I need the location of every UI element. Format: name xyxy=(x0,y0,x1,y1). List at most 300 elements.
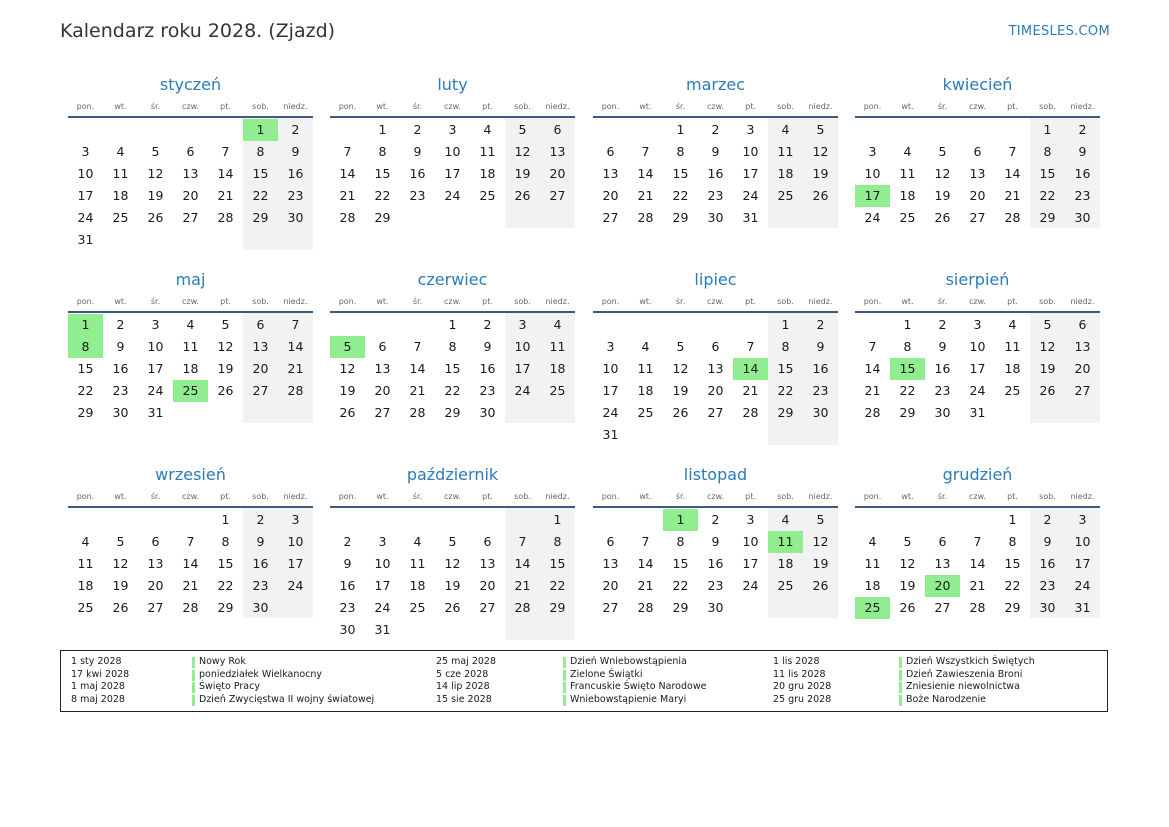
day-cell[interactable]: 13 xyxy=(147,556,164,571)
day-cell[interactable]: 28 xyxy=(217,210,234,225)
day-cell[interactable]: 9 xyxy=(343,556,352,571)
day-cell[interactable]: 22 xyxy=(374,188,391,203)
day-cell[interactable]: 4 xyxy=(903,144,912,159)
day-cell[interactable]: 12 xyxy=(672,361,689,376)
day-cell[interactable]: 28 xyxy=(514,600,531,615)
holiday-day-cell[interactable]: 8 xyxy=(68,336,103,358)
day-cell[interactable]: 26 xyxy=(444,600,461,615)
day-cell[interactable]: 13 xyxy=(602,556,619,571)
day-cell[interactable]: 18 xyxy=(899,188,916,203)
day-cell[interactable]: 2 xyxy=(291,122,300,137)
day-cell[interactable]: 5 xyxy=(816,512,825,527)
day-cell[interactable]: 13 xyxy=(182,166,199,181)
day-cell[interactable]: 6 xyxy=(606,144,615,159)
day-cell[interactable]: 31 xyxy=(969,405,986,420)
day-cell[interactable]: 5 xyxy=(816,122,825,137)
day-cell[interactable]: 1 xyxy=(1008,512,1017,527)
day-cell[interactable]: 8 xyxy=(676,144,685,159)
holiday-day-cell[interactable]: 1 xyxy=(68,314,103,336)
day-cell[interactable]: 8 xyxy=(553,534,562,549)
day-cell[interactable]: 12 xyxy=(444,556,461,571)
day-cell[interactable]: 13 xyxy=(252,339,269,354)
day-cell[interactable]: 11 xyxy=(637,361,654,376)
day-cell[interactable]: 18 xyxy=(777,556,794,571)
day-cell[interactable]: 30 xyxy=(479,405,496,420)
day-cell[interactable]: 2 xyxy=(1043,512,1052,527)
day-cell[interactable]: 7 xyxy=(641,144,650,159)
day-cell[interactable]: 27 xyxy=(374,405,391,420)
day-cell[interactable]: 4 xyxy=(868,534,877,549)
day-cell[interactable]: 17 xyxy=(742,166,759,181)
day-cell[interactable]: 14 xyxy=(1004,166,1021,181)
day-cell[interactable]: 21 xyxy=(637,188,654,203)
day-cell[interactable]: 6 xyxy=(378,339,387,354)
day-cell[interactable]: 13 xyxy=(602,166,619,181)
day-cell[interactable]: 20 xyxy=(969,188,986,203)
day-cell[interactable]: 24 xyxy=(742,578,759,593)
day-cell[interactable]: 31 xyxy=(147,405,164,420)
day-cell[interactable]: 24 xyxy=(444,188,461,203)
day-cell[interactable]: 28 xyxy=(864,405,881,420)
day-cell[interactable]: 12 xyxy=(514,144,531,159)
day-cell[interactable]: 23 xyxy=(112,383,129,398)
day-cell[interactable]: 4 xyxy=(1008,317,1017,332)
day-cell[interactable]: 29 xyxy=(217,600,234,615)
day-cell[interactable]: 9 xyxy=(116,339,125,354)
day-cell[interactable]: 27 xyxy=(182,210,199,225)
day-cell[interactable]: 6 xyxy=(553,122,562,137)
day-cell[interactable]: 8 xyxy=(781,339,790,354)
day-cell[interactable]: 11 xyxy=(1004,339,1021,354)
day-cell[interactable]: 6 xyxy=(256,317,265,332)
day-cell[interactable]: 3 xyxy=(973,317,982,332)
day-cell[interactable]: 6 xyxy=(606,534,615,549)
day-cell[interactable]: 29 xyxy=(77,405,94,420)
day-cell[interactable]: 30 xyxy=(707,600,724,615)
holiday-day-cell[interactable]: 11 xyxy=(768,531,803,553)
day-cell[interactable]: 2 xyxy=(413,122,422,137)
day-cell[interactable]: 29 xyxy=(777,405,794,420)
day-cell[interactable]: 18 xyxy=(182,361,199,376)
day-cell[interactable]: 6 xyxy=(483,534,492,549)
day-cell[interactable]: 19 xyxy=(812,166,829,181)
day-cell[interactable]: 20 xyxy=(707,383,724,398)
day-cell[interactable]: 3 xyxy=(746,122,755,137)
day-cell[interactable]: 7 xyxy=(221,144,230,159)
day-cell[interactable]: 9 xyxy=(291,144,300,159)
day-cell[interactable]: 15 xyxy=(1004,556,1021,571)
day-cell[interactable]: 26 xyxy=(217,383,234,398)
day-cell[interactable]: 15 xyxy=(549,556,566,571)
day-cell[interactable]: 2 xyxy=(256,512,265,527)
day-cell[interactable]: 9 xyxy=(711,534,720,549)
day-cell[interactable]: 19 xyxy=(899,578,916,593)
day-cell[interactable]: 19 xyxy=(444,578,461,593)
day-cell[interactable]: 18 xyxy=(637,383,654,398)
day-cell[interactable]: 22 xyxy=(77,383,94,398)
day-cell[interactable]: 7 xyxy=(1008,144,1017,159)
day-cell[interactable]: 30 xyxy=(1074,210,1091,225)
day-cell[interactable]: 5 xyxy=(448,534,457,549)
day-cell[interactable]: 5 xyxy=(151,144,160,159)
day-cell[interactable]: 2 xyxy=(483,317,492,332)
day-cell[interactable]: 28 xyxy=(182,600,199,615)
day-cell[interactable]: 14 xyxy=(287,339,304,354)
holiday-day-cell[interactable]: 1 xyxy=(663,509,698,531)
day-cell[interactable]: 26 xyxy=(672,405,689,420)
day-cell[interactable]: 23 xyxy=(1039,578,1056,593)
day-cell[interactable]: 21 xyxy=(182,578,199,593)
day-cell[interactable]: 23 xyxy=(287,188,304,203)
holiday-day-cell[interactable]: 15 xyxy=(890,358,925,380)
day-cell[interactable]: 26 xyxy=(899,600,916,615)
day-cell[interactable]: 19 xyxy=(812,556,829,571)
day-cell[interactable]: 26 xyxy=(339,405,356,420)
day-cell[interactable]: 4 xyxy=(781,512,790,527)
day-cell[interactable]: 27 xyxy=(252,383,269,398)
day-cell[interactable]: 9 xyxy=(256,534,265,549)
day-cell[interactable]: 18 xyxy=(777,166,794,181)
day-cell[interactable]: 7 xyxy=(413,339,422,354)
day-cell[interactable]: 15 xyxy=(777,361,794,376)
day-cell[interactable]: 28 xyxy=(409,405,426,420)
day-cell[interactable]: 15 xyxy=(217,556,234,571)
day-cell[interactable]: 5 xyxy=(938,144,947,159)
day-cell[interactable]: 18 xyxy=(409,578,426,593)
day-cell[interactable]: 15 xyxy=(672,166,689,181)
day-cell[interactable]: 16 xyxy=(707,166,724,181)
day-cell[interactable]: 18 xyxy=(549,361,566,376)
day-cell[interactable]: 2 xyxy=(938,317,947,332)
day-cell[interactable]: 6 xyxy=(711,339,720,354)
day-cell[interactable]: 24 xyxy=(1074,578,1091,593)
day-cell[interactable]: 13 xyxy=(374,361,391,376)
day-cell[interactable]: 9 xyxy=(483,339,492,354)
day-cell[interactable]: 20 xyxy=(374,383,391,398)
day-cell[interactable]: 6 xyxy=(1078,317,1087,332)
day-cell[interactable]: 11 xyxy=(182,339,199,354)
day-cell[interactable]: 20 xyxy=(1074,361,1091,376)
day-cell[interactable]: 4 xyxy=(116,144,125,159)
day-cell[interactable]: 10 xyxy=(864,166,881,181)
day-cell[interactable]: 24 xyxy=(742,188,759,203)
day-cell[interactable]: 5 xyxy=(1043,317,1052,332)
day-cell[interactable]: 17 xyxy=(969,361,986,376)
day-cell[interactable]: 29 xyxy=(1004,600,1021,615)
day-cell[interactable]: 15 xyxy=(252,166,269,181)
day-cell[interactable]: 7 xyxy=(291,317,300,332)
day-cell[interactable]: 25 xyxy=(777,578,794,593)
day-cell[interactable]: 11 xyxy=(864,556,881,571)
day-cell[interactable]: 9 xyxy=(711,144,720,159)
day-cell[interactable]: 30 xyxy=(707,210,724,225)
day-cell[interactable]: 30 xyxy=(812,405,829,420)
day-cell[interactable]: 4 xyxy=(413,534,422,549)
day-cell[interactable]: 18 xyxy=(112,188,129,203)
day-cell[interactable]: 17 xyxy=(444,166,461,181)
day-cell[interactable]: 27 xyxy=(1074,383,1091,398)
holiday-day-cell[interactable]: 25 xyxy=(173,380,208,402)
day-cell[interactable]: 22 xyxy=(252,188,269,203)
day-cell[interactable]: 25 xyxy=(112,210,129,225)
day-cell[interactable]: 12 xyxy=(934,166,951,181)
day-cell[interactable]: 28 xyxy=(1004,210,1021,225)
day-cell[interactable]: 23 xyxy=(934,383,951,398)
day-cell[interactable]: 1 xyxy=(1043,122,1052,137)
day-cell[interactable]: 26 xyxy=(112,600,129,615)
day-cell[interactable]: 1 xyxy=(781,317,790,332)
day-cell[interactable]: 19 xyxy=(339,383,356,398)
day-cell[interactable]: 3 xyxy=(448,122,457,137)
day-cell[interactable]: 4 xyxy=(553,317,562,332)
day-cell[interactable]: 13 xyxy=(934,556,951,571)
day-cell[interactable]: 10 xyxy=(1074,534,1091,549)
day-cell[interactable]: 13 xyxy=(479,556,496,571)
day-cell[interactable]: 5 xyxy=(676,339,685,354)
day-cell[interactable]: 16 xyxy=(409,166,426,181)
day-cell[interactable]: 13 xyxy=(707,361,724,376)
day-cell[interactable]: 10 xyxy=(374,556,391,571)
day-cell[interactable]: 18 xyxy=(77,578,94,593)
holiday-day-cell[interactable]: 14 xyxy=(733,358,768,380)
day-cell[interactable]: 3 xyxy=(746,512,755,527)
day-cell[interactable]: 2 xyxy=(711,122,720,137)
day-cell[interactable]: 16 xyxy=(339,578,356,593)
day-cell[interactable]: 2 xyxy=(816,317,825,332)
day-cell[interactable]: 21 xyxy=(339,188,356,203)
holiday-day-cell[interactable]: 25 xyxy=(855,597,890,619)
day-cell[interactable]: 11 xyxy=(479,144,496,159)
day-cell[interactable]: 16 xyxy=(479,361,496,376)
day-cell[interactable]: 29 xyxy=(672,210,689,225)
day-cell[interactable]: 19 xyxy=(1039,361,1056,376)
day-cell[interactable]: 30 xyxy=(252,600,269,615)
day-cell[interactable]: 6 xyxy=(151,534,160,549)
day-cell[interactable]: 25 xyxy=(479,188,496,203)
day-cell[interactable]: 14 xyxy=(217,166,234,181)
day-cell[interactable]: 16 xyxy=(252,556,269,571)
day-cell[interactable]: 16 xyxy=(287,166,304,181)
holiday-day-cell[interactable]: 17 xyxy=(855,185,890,207)
day-cell[interactable]: 23 xyxy=(339,600,356,615)
day-cell[interactable]: 11 xyxy=(112,166,129,181)
day-cell[interactable]: 23 xyxy=(1074,188,1091,203)
holiday-day-cell[interactable]: 1 xyxy=(243,119,278,141)
day-cell[interactable]: 22 xyxy=(1004,578,1021,593)
day-cell[interactable]: 16 xyxy=(707,556,724,571)
day-cell[interactable]: 29 xyxy=(444,405,461,420)
day-cell[interactable]: 18 xyxy=(864,578,881,593)
day-cell[interactable]: 3 xyxy=(291,512,300,527)
day-cell[interactable]: 8 xyxy=(448,339,457,354)
day-cell[interactable]: 21 xyxy=(742,383,759,398)
day-cell[interactable]: 8 xyxy=(221,534,230,549)
day-cell[interactable]: 6 xyxy=(938,534,947,549)
day-cell[interactable]: 3 xyxy=(868,144,877,159)
day-cell[interactable]: 10 xyxy=(742,534,759,549)
day-cell[interactable]: 29 xyxy=(549,600,566,615)
day-cell[interactable]: 20 xyxy=(602,188,619,203)
day-cell[interactable]: 17 xyxy=(374,578,391,593)
day-cell[interactable]: 31 xyxy=(742,210,759,225)
day-cell[interactable]: 8 xyxy=(676,534,685,549)
day-cell[interactable]: 15 xyxy=(672,556,689,571)
day-cell[interactable]: 23 xyxy=(252,578,269,593)
day-cell[interactable]: 15 xyxy=(77,361,94,376)
day-cell[interactable]: 11 xyxy=(549,339,566,354)
day-cell[interactable]: 17 xyxy=(602,383,619,398)
day-cell[interactable]: 11 xyxy=(899,166,916,181)
day-cell[interactable]: 21 xyxy=(409,383,426,398)
day-cell[interactable]: 16 xyxy=(112,361,129,376)
day-cell[interactable]: 12 xyxy=(112,556,129,571)
day-cell[interactable]: 3 xyxy=(518,317,527,332)
day-cell[interactable]: 12 xyxy=(147,166,164,181)
day-cell[interactable]: 14 xyxy=(637,556,654,571)
day-cell[interactable]: 8 xyxy=(903,339,912,354)
day-cell[interactable]: 27 xyxy=(147,600,164,615)
day-cell[interactable]: 7 xyxy=(746,339,755,354)
day-cell[interactable]: 1 xyxy=(221,512,230,527)
day-cell[interactable]: 17 xyxy=(1074,556,1091,571)
day-cell[interactable]: 25 xyxy=(1004,383,1021,398)
day-cell[interactable]: 12 xyxy=(899,556,916,571)
day-cell[interactable]: 31 xyxy=(1074,600,1091,615)
day-cell[interactable]: 3 xyxy=(1078,512,1087,527)
day-cell[interactable]: 22 xyxy=(1039,188,1056,203)
day-cell[interactable]: 8 xyxy=(256,144,265,159)
day-cell[interactable]: 21 xyxy=(1004,188,1021,203)
brand-link[interactable]: TIMESLES.COM xyxy=(1008,24,1110,39)
day-cell[interactable]: 17 xyxy=(514,361,531,376)
day-cell[interactable]: 16 xyxy=(934,361,951,376)
day-cell[interactable]: 3 xyxy=(81,144,90,159)
day-cell[interactable]: 30 xyxy=(287,210,304,225)
day-cell[interactable]: 24 xyxy=(374,600,391,615)
day-cell[interactable]: 20 xyxy=(147,578,164,593)
holiday-day-cell[interactable]: 20 xyxy=(925,575,960,597)
day-cell[interactable]: 12 xyxy=(339,361,356,376)
day-cell[interactable]: 14 xyxy=(339,166,356,181)
day-cell[interactable]: 18 xyxy=(1004,361,1021,376)
day-cell[interactable]: 25 xyxy=(777,188,794,203)
day-cell[interactable]: 10 xyxy=(969,339,986,354)
day-cell[interactable]: 14 xyxy=(864,361,881,376)
day-cell[interactable]: 17 xyxy=(77,188,94,203)
day-cell[interactable]: 29 xyxy=(672,600,689,615)
day-cell[interactable]: 6 xyxy=(973,144,982,159)
day-cell[interactable]: 12 xyxy=(812,534,829,549)
day-cell[interactable]: 1 xyxy=(676,122,685,137)
day-cell[interactable]: 24 xyxy=(602,405,619,420)
day-cell[interactable]: 23 xyxy=(479,383,496,398)
day-cell[interactable]: 21 xyxy=(514,578,531,593)
day-cell[interactable]: 20 xyxy=(479,578,496,593)
day-cell[interactable]: 4 xyxy=(186,317,195,332)
day-cell[interactable]: 26 xyxy=(147,210,164,225)
day-cell[interactable]: 6 xyxy=(186,144,195,159)
day-cell[interactable]: 22 xyxy=(217,578,234,593)
day-cell[interactable]: 1 xyxy=(553,512,562,527)
day-cell[interactable]: 5 xyxy=(903,534,912,549)
day-cell[interactable]: 26 xyxy=(812,578,829,593)
day-cell[interactable]: 12 xyxy=(1039,339,1056,354)
day-cell[interactable]: 30 xyxy=(934,405,951,420)
day-cell[interactable]: 28 xyxy=(969,600,986,615)
day-cell[interactable]: 7 xyxy=(518,534,527,549)
day-cell[interactable]: 20 xyxy=(549,166,566,181)
day-cell[interactable]: 11 xyxy=(77,556,94,571)
day-cell[interactable]: 30 xyxy=(339,622,356,637)
day-cell[interactable]: 22 xyxy=(777,383,794,398)
day-cell[interactable]: 27 xyxy=(602,210,619,225)
day-cell[interactable]: 7 xyxy=(868,339,877,354)
day-cell[interactable]: 15 xyxy=(374,166,391,181)
day-cell[interactable]: 3 xyxy=(151,317,160,332)
day-cell[interactable]: 14 xyxy=(182,556,199,571)
day-cell[interactable]: 27 xyxy=(602,600,619,615)
day-cell[interactable]: 27 xyxy=(969,210,986,225)
day-cell[interactable]: 11 xyxy=(409,556,426,571)
day-cell[interactable]: 26 xyxy=(934,210,951,225)
day-cell[interactable]: 24 xyxy=(147,383,164,398)
day-cell[interactable]: 13 xyxy=(549,144,566,159)
day-cell[interactable]: 19 xyxy=(147,188,164,203)
day-cell[interactable]: 4 xyxy=(781,122,790,137)
day-cell[interactable]: 24 xyxy=(287,578,304,593)
day-cell[interactable]: 15 xyxy=(1039,166,1056,181)
day-cell[interactable]: 16 xyxy=(1074,166,1091,181)
day-cell[interactable]: 25 xyxy=(899,210,916,225)
day-cell[interactable]: 4 xyxy=(641,339,650,354)
day-cell[interactable]: 23 xyxy=(409,188,426,203)
day-cell[interactable]: 2 xyxy=(711,512,720,527)
day-cell[interactable]: 5 xyxy=(518,122,527,137)
day-cell[interactable]: 9 xyxy=(816,339,825,354)
day-cell[interactable]: 7 xyxy=(973,534,982,549)
day-cell[interactable]: 20 xyxy=(602,578,619,593)
day-cell[interactable]: 2 xyxy=(343,534,352,549)
day-cell[interactable]: 3 xyxy=(378,534,387,549)
day-cell[interactable]: 19 xyxy=(514,166,531,181)
day-cell[interactable]: 14 xyxy=(969,556,986,571)
day-cell[interactable]: 21 xyxy=(864,383,881,398)
day-cell[interactable]: 17 xyxy=(742,556,759,571)
day-cell[interactable]: 10 xyxy=(77,166,94,181)
day-cell[interactable]: 19 xyxy=(217,361,234,376)
day-cell[interactable]: 27 xyxy=(934,600,951,615)
day-cell[interactable]: 25 xyxy=(637,405,654,420)
day-cell[interactable]: 19 xyxy=(112,578,129,593)
day-cell[interactable]: 8 xyxy=(378,144,387,159)
day-cell[interactable]: 14 xyxy=(409,361,426,376)
day-cell[interactable]: 9 xyxy=(413,144,422,159)
day-cell[interactable]: 30 xyxy=(112,405,129,420)
day-cell[interactable]: 26 xyxy=(514,188,531,203)
day-cell[interactable]: 29 xyxy=(252,210,269,225)
day-cell[interactable]: 13 xyxy=(969,166,986,181)
day-cell[interactable]: 10 xyxy=(444,144,461,159)
day-cell[interactable]: 5 xyxy=(116,534,125,549)
day-cell[interactable]: 23 xyxy=(812,383,829,398)
day-cell[interactable]: 28 xyxy=(339,210,356,225)
day-cell[interactable]: 28 xyxy=(287,383,304,398)
day-cell[interactable]: 8 xyxy=(1043,144,1052,159)
day-cell[interactable]: 10 xyxy=(147,339,164,354)
day-cell[interactable]: 13 xyxy=(1074,339,1091,354)
day-cell[interactable]: 1 xyxy=(378,122,387,137)
day-cell[interactable]: 26 xyxy=(1039,383,1056,398)
